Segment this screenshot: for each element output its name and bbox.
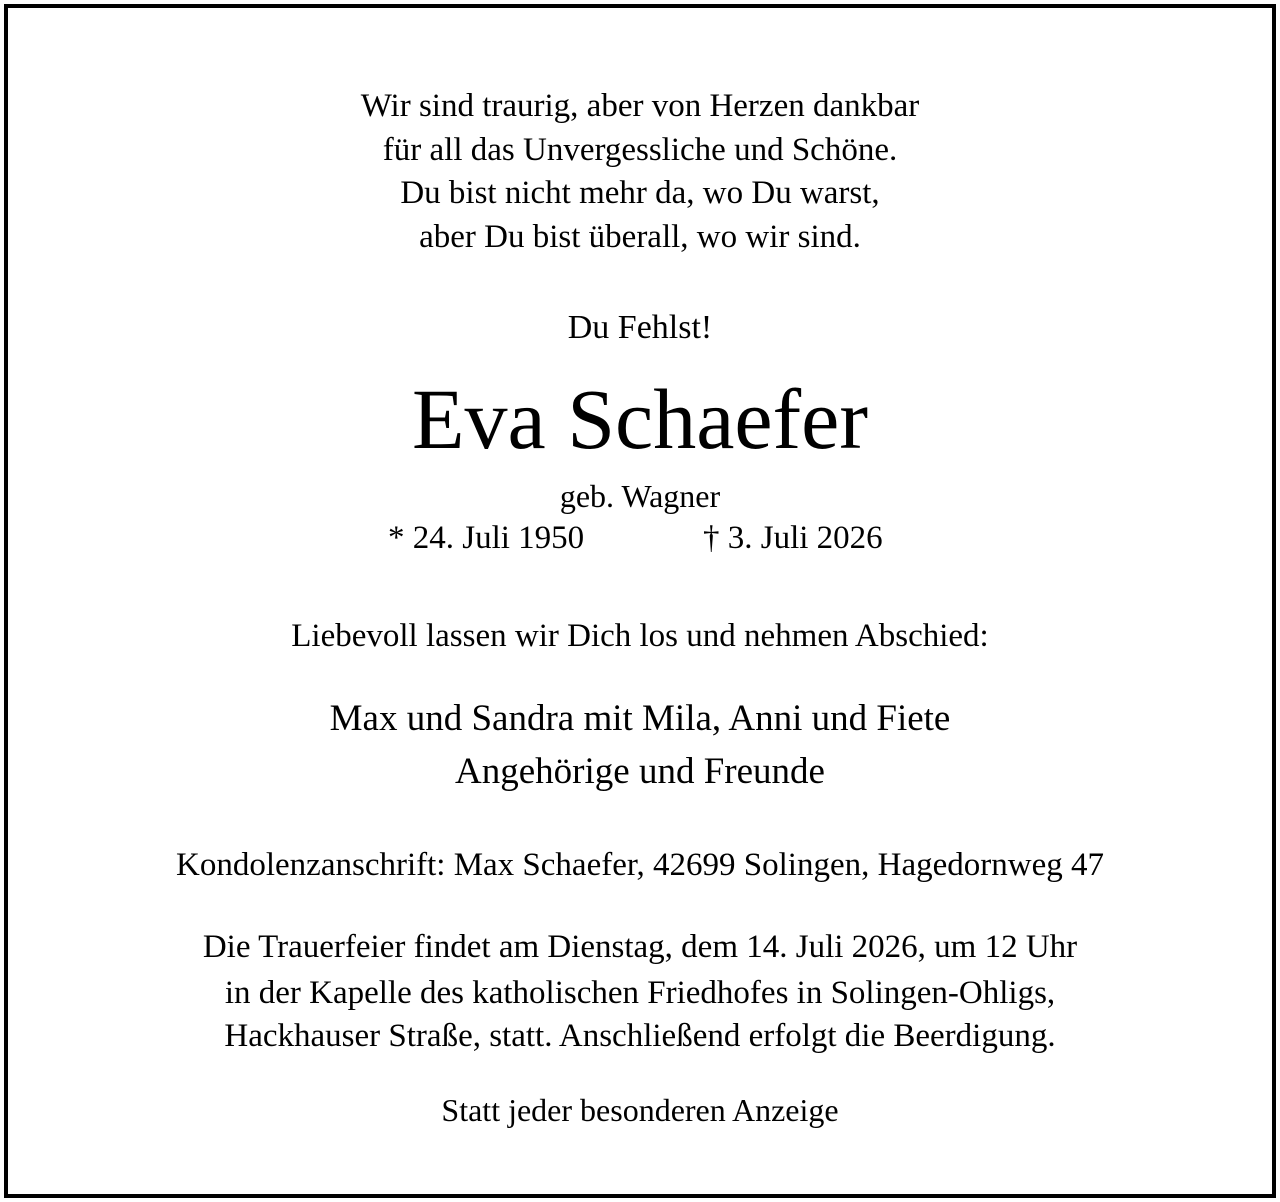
service-line-1: Die Trauerfeier findet am Dienstag, dem 14. Juli 2026, um 12 Uhr	[202, 929, 1078, 965]
verse-line-2: für all das Unvergessliche und Schöne.	[382, 132, 898, 168]
verse-line-1: Wir sind traurig, aber von Herzen dankbar	[360, 88, 920, 124]
verse-line-4: aber Du bist überall, wo wir sind.	[419, 219, 861, 255]
deceased-name: Eva Schaefer	[412, 371, 868, 467]
closing-line: Statt jeder besonderen Anzeige	[441, 1092, 839, 1128]
birth-name: geb. Wagner	[559, 478, 721, 514]
death-date: † 3. Juli 2026	[703, 520, 883, 556]
family-line-1: Max und Sandra mit Mila, Anni und Fiete	[329, 698, 951, 739]
service-line-2: in der Kapelle des katholischen Friedhofes in Solingen-Ohligs,	[224, 975, 1056, 1011]
life-dates	[0, 522, 1280, 562]
farewell-line: Liebevoll lassen wir Dich los und nehmen Abschied:	[291, 618, 989, 654]
missed-heading: Du Fehlst!	[567, 309, 713, 346]
condolence-address: Kondolenzanschrift: Max Schaefer, 42699 Solingen, Hagedornweg 47	[176, 847, 1104, 883]
service-line-3: Hackhauser Straße, statt. Anschließend erfolgt die Beerdigung.	[224, 1018, 1056, 1054]
verse-line-3: Du bist nicht mehr da, wo Du warst,	[400, 175, 880, 211]
family-line-2: Angehörige und Freunde	[455, 751, 825, 792]
birth-date: * 24. Juli 1950	[388, 520, 585, 556]
